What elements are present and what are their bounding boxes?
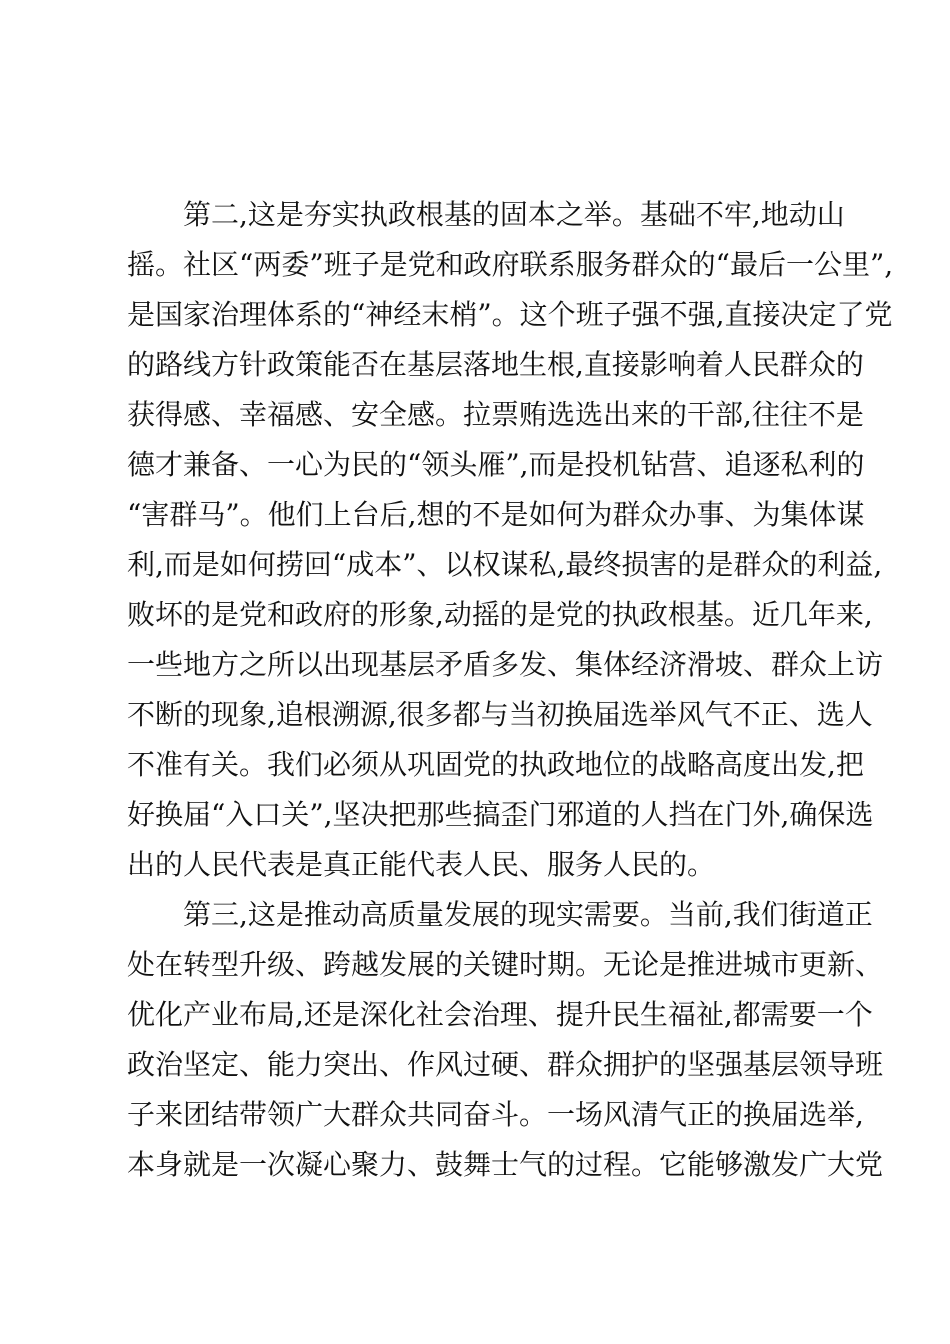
paragraph-third: [127, 890, 884, 1190]
text-line: 利,而是如何捞回“成本”、以权谋私,最终损害的是群众的利益,: [127, 548, 883, 581]
document-body: [127, 190, 894, 1190]
text-line: 的路线方针政策能否在基层落地生根,直接影响着人民群众的: [127, 348, 864, 381]
text-line: 子来团结带领广大群众共同奋斗。一场风清气正的换届选举,: [127, 1098, 864, 1131]
text-line: 第三,这是推动高质量发展的现实需要。当前,我们街道正: [183, 898, 873, 931]
text-line: “害群马”。他们上台后,想的不是如何为群众办事、为集体谋: [127, 498, 865, 531]
text-line: 摇。社区“两委”班子是党和政府联系服务群众的“最后一公里”,: [127, 248, 894, 281]
text-line: 第二,这是夯实执政根基的固本之举。基础不牢,地动山: [183, 198, 845, 231]
text-line: 本身就是一次凝心聚力、鼓舞士气的过程。它能够激发广大党: [127, 1148, 884, 1181]
text-line: 不断的现象,追根溯源,很多都与当初换届选举风气不正、选人: [127, 698, 873, 731]
paragraph-second: [127, 190, 894, 890]
text-line: 优化产业布局,还是深化社会治理、提升民生福祉,都需要一个: [127, 998, 873, 1031]
text-line: 处在转型升级、跨越发展的关键时期。无论是推进城市更新、: [127, 948, 884, 981]
text-line: 政治坚定、能力突出、作风过硬、群众拥护的坚强基层领导班: [127, 1048, 884, 1081]
text-line: 获得感、幸福感、安全感。拉票贿选选出来的干部,往往不是: [127, 398, 864, 431]
text-line: 好换届“入口关”,坚决把那些搞歪门邪道的人挡在门外,确保选: [127, 798, 874, 831]
text-line: 是国家治理体系的“神经末梢”。这个班子强不强,直接决定了党: [127, 298, 893, 331]
text-line: 一些地方之所以出现基层矛盾多发、集体经济滑坡、群众上访: [127, 648, 884, 681]
text-line: 出的人民代表是真正能代表人民、服务人民的。: [127, 848, 716, 881]
text-line: 不准有关。我们必须从巩固党的执政地位的战略高度出发,把: [127, 748, 864, 781]
text-line: 德才兼备、一心为民的“领头雁”,而是投机钻营、追逐私利的: [127, 448, 865, 481]
text-line: 败坏的是党和政府的形象,动摇的是党的执政根基。近几年来,: [127, 598, 873, 631]
